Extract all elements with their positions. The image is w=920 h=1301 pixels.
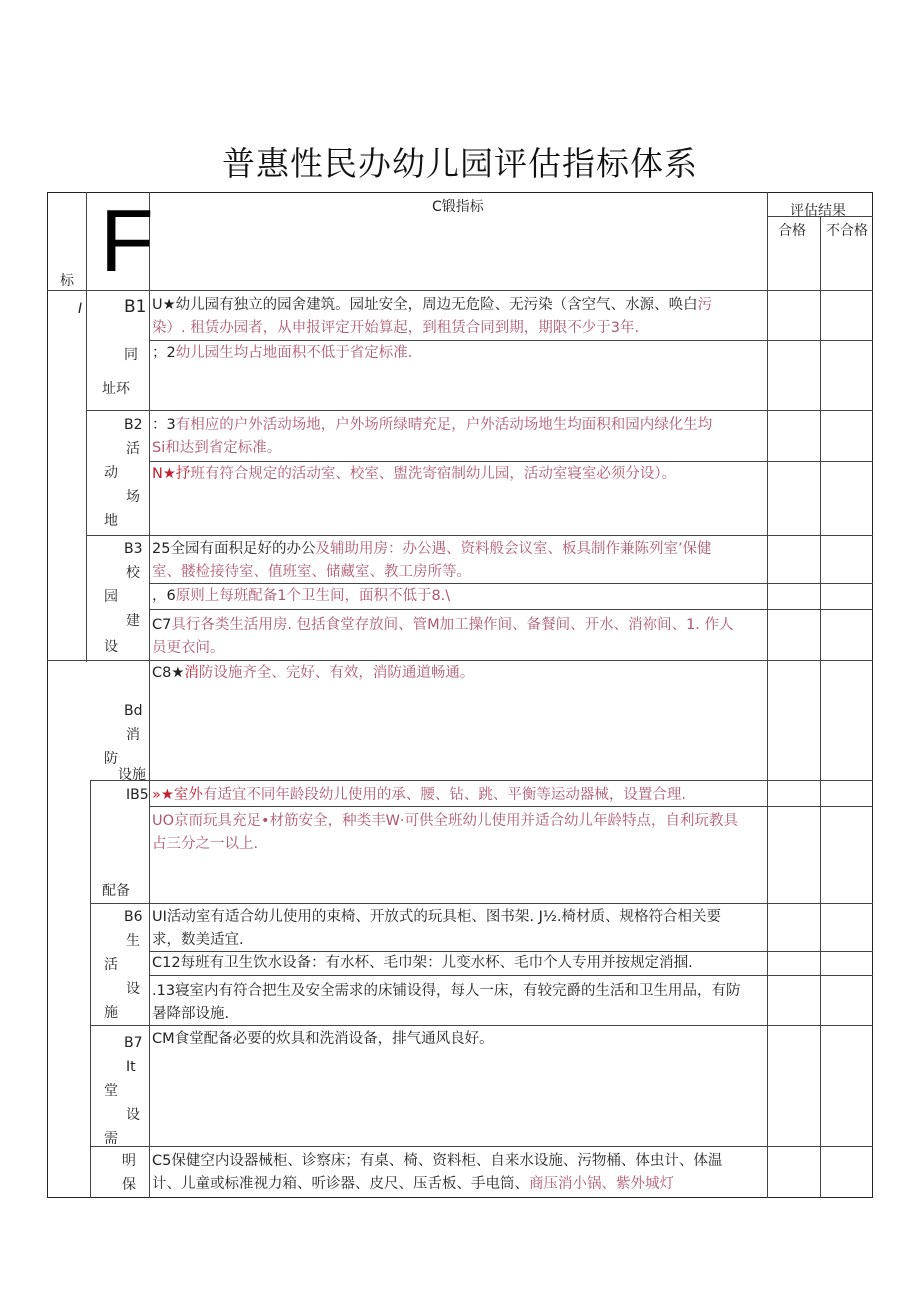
header-fail: 不合格 [826, 223, 868, 239]
c7-text: 具行各类生活用房. 包括食堂存放间、管M加工操作间、备餐间、开水、消祢间、1. 作人 [171, 617, 734, 633]
b6-line: 活 [104, 957, 118, 973]
b6-code: B6 [124, 909, 143, 925]
c1-text2: 染）. 租赁办园者，从申报评定开始算起，到租赁合同到期，期限不少于3年. [152, 319, 640, 336]
page-title: 普惠性民办幼儿园评估指标体系 [222, 144, 698, 183]
c5-text-pink: 及辅助用房：办公遇、资料般会议室、板具制作兼陈列室’保健 [315, 541, 712, 557]
row-rule [90, 1025, 873, 1026]
b7-line: 堂 [104, 1083, 118, 1099]
b6-line: 设 [126, 981, 140, 997]
c9-prefix: »★室外 [152, 787, 203, 803]
b4-code: Bd [124, 703, 143, 719]
header-result: 评估结果 [790, 203, 846, 219]
b2-line: 地 [104, 513, 118, 529]
b3-line: 园 [104, 589, 118, 605]
c1-item [152, 294, 764, 339]
c6-item [152, 585, 764, 608]
b2-line: 活 [126, 441, 140, 457]
c7-item [152, 614, 764, 659]
c15-item [152, 1150, 764, 1195]
header-col-a: 标 [60, 273, 74, 289]
c12-item [152, 952, 764, 975]
c5-prefix: 25 [152, 541, 171, 557]
b3-code: B3 [124, 541, 143, 557]
b7-code: B7 [124, 1035, 143, 1051]
row-rule [47, 290, 873, 291]
c12-text: 每班有卫生饮水设备：有水杯、毛巾架：儿变水杯、毛巾个人专用并按规定消掴. [180, 955, 693, 971]
c15-text2-pink: 商压消小锅、紫外城灯 [529, 1175, 674, 1192]
c4-text2: 班有符合规定的活动室、校室、盥洗寄宿制幼儿园，活动室寝室必须分设）。 [190, 466, 677, 482]
c10-prefix: UO [152, 813, 175, 829]
row-rule [149, 340, 873, 341]
c7-prefix: C7 [152, 617, 172, 633]
row-rule [86, 410, 873, 411]
b2-code: B2 [124, 417, 143, 433]
c2-prefix: ；2 [152, 345, 176, 361]
c8-text: 防设施齐全、完好、有效，消防通道畅通。 [198, 665, 475, 681]
c1-text: 幼儿园有独立的园舍建筑。园址安全，周边无危险、无污染（含空气、水源、唤白 [175, 297, 698, 313]
c4-prefix: N★ [152, 466, 176, 482]
c1-text-pink: 污 [697, 297, 713, 313]
c5-item [152, 538, 764, 583]
c13-prefix: .13 [152, 983, 176, 999]
c10-item [152, 810, 764, 855]
row-rule [90, 780, 873, 781]
col-rule [149, 192, 150, 1198]
c4-item [152, 463, 764, 486]
row-rule [86, 535, 873, 536]
b5-code: IB5 [126, 787, 149, 803]
c5-text: 全园有面积足好的办公 [170, 541, 316, 557]
b4-line: 消 [126, 727, 140, 743]
c14-text: 食堂配备必要的炊具和洗消设备，排气通风良好。 [174, 1031, 494, 1047]
c14-prefix: CM [152, 1031, 175, 1047]
c11-text2: 求，数美适宜. [152, 931, 244, 948]
c15-prefix: C5 [152, 1153, 172, 1169]
b1-line: 址环 [102, 381, 130, 397]
row-rule [149, 583, 873, 584]
c14-item [152, 1028, 764, 1051]
c13-item [152, 980, 764, 1025]
col-rule [86, 192, 87, 662]
c11-prefix: UI [152, 909, 167, 925]
c2-text: 幼儿园生均占地面积不低于省定标准. [175, 345, 413, 361]
row-rule [149, 975, 873, 976]
b7-line: 需 [104, 1131, 118, 1147]
c13-text: 寝室内有符合把生及安全需求的床铺设得，每人一床，有较完爵的生活和卫生用品，有防 [175, 983, 741, 999]
row-rule [149, 609, 873, 610]
b4-line: 防 [104, 751, 118, 767]
header-pass: 合格 [778, 223, 806, 239]
b6-line: 施 [104, 1005, 118, 1021]
c11-text: 活动室有适合幼儿使用的束椅、开放式的玩具柜、图书架. J½.椅材质、规格符合相关要 [166, 909, 722, 925]
b8-line: 明 [122, 1153, 136, 1169]
c8-item [152, 662, 764, 685]
b3-line: 建 [126, 613, 140, 629]
header-col-c: C锻指标 [432, 199, 484, 215]
b4-line: 设施 [118, 767, 146, 783]
b3-line: 校 [126, 565, 140, 581]
b3-line: 设 [104, 639, 118, 655]
c15-text: 保健空内设器械柜、诊察床；有桌、椅、资料柜、自来水设施、污物桶、体虫计、体温 [171, 1153, 723, 1169]
c11-item [152, 906, 764, 951]
c4-text: 抒 [175, 466, 191, 482]
b1-line: 同 [124, 347, 138, 363]
c8-prefix: C8★ [152, 665, 185, 681]
c8-text-pink: 消 [184, 665, 199, 681]
c10-text2: 占三分之一以上. [152, 835, 259, 852]
c7-text2: 员更衣问。 [152, 639, 225, 656]
b2-line: 动 [104, 465, 118, 481]
c9-item [152, 784, 764, 807]
c3-text: 有相应的户外活动场地，户外场所绿晴充足，户外活动场地生均面积和园内绿化生均 [175, 417, 713, 433]
section-mark: I [78, 301, 83, 317]
b7-line: 设 [126, 1107, 140, 1123]
b2-line: 场 [126, 489, 140, 505]
col-rule [767, 192, 768, 1198]
b6-line: 生 [126, 933, 140, 949]
row-rule [90, 1146, 873, 1147]
header-col-b: F [100, 191, 154, 290]
c2-item [152, 342, 764, 365]
c9-text: 有适宜不同年龄段幼儿使用的承、腰、钻、跳、平衡等运动器械，设置合理. [202, 787, 686, 803]
b5-line: 配备 [102, 883, 130, 899]
row-rule [149, 461, 873, 462]
c3-text2: Si和达到省定标准。 [152, 439, 282, 456]
c13-text2: 暑降部设施. [152, 1005, 230, 1022]
c1-prefix: U★ [152, 297, 176, 313]
c5-text2: 室、髅检接待室、值班室、储藏室、教工房所等。 [152, 563, 471, 580]
c6-prefix: ，6 [152, 588, 176, 604]
b8-line: 保 [122, 1177, 136, 1193]
col-rule [820, 216, 821, 1198]
c3-item [152, 414, 764, 459]
c3-prefix: ：3 [152, 417, 176, 433]
row-rule [47, 660, 873, 661]
c15-text2: 计、儿童或标准视力箱、听诊器、皮尺、压舌板、手电筒、 [152, 1175, 529, 1192]
c6-text: 原则上每班配备1个卫生间，面积不低于8.\ [175, 588, 451, 604]
b1-code: B1 [124, 297, 147, 317]
c12-prefix: C12 [152, 955, 181, 971]
row-rule [90, 903, 873, 904]
c10-text: 京而玩具充足•材筋安全，种类丰W·可供全班幼儿使用并适合幼儿年龄特点，自利玩教具 [174, 813, 739, 829]
b7-line: It [126, 1059, 136, 1075]
col-rule [90, 780, 91, 1198]
